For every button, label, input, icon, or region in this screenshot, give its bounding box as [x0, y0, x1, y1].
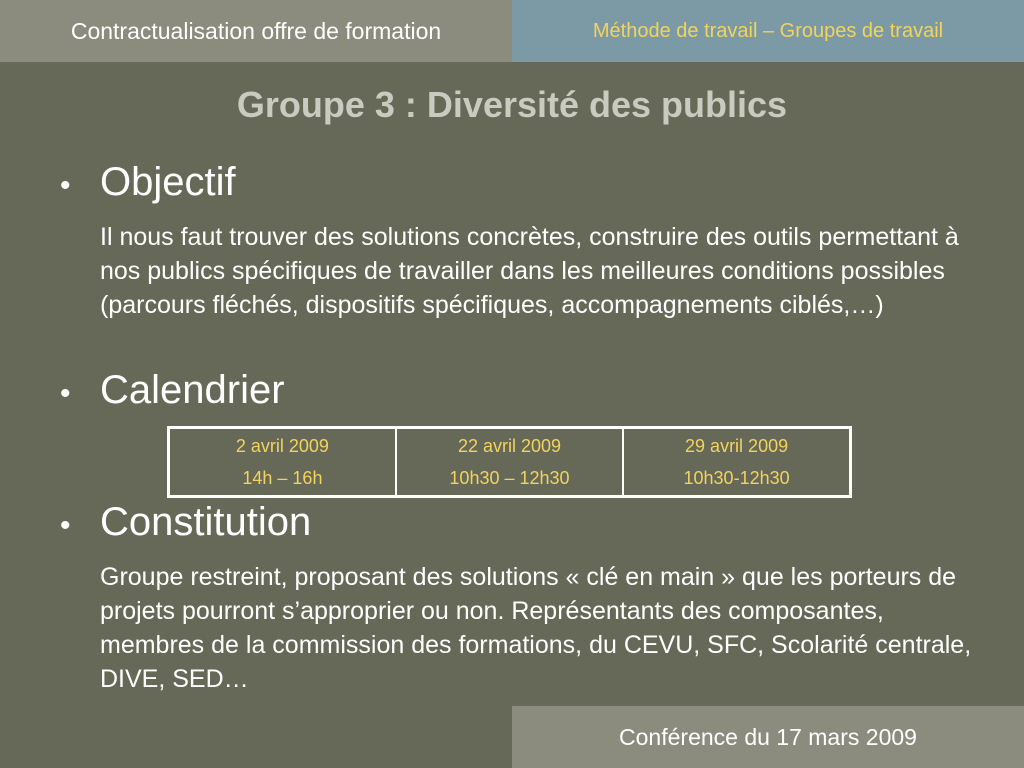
- calendar-cell: [396, 428, 623, 497]
- calendar-date: 29 avril 2009: [685, 436, 789, 456]
- objectif-text: Il nous faut trouver des solutions concrètes, construire des outils permettant à nos publics spécifiques de travailler dans les meilleures conditions possibles (parcours fléchés, dispositifs spécifiques, accompagnements ciblés,…): [100, 223, 959, 319]
- calendar-date: 22 avril 2009: [457, 436, 562, 456]
- presentation-title: Contractualisation offre de formation: [70, 17, 442, 44]
- calendar-table: [167, 426, 852, 498]
- section-title: Méthode de travail – Groupes de travail: [592, 19, 944, 42]
- footer-text: Conférence du 17 mars 2009: [619, 723, 917, 750]
- calendar-date: 2 avril 2009: [235, 436, 329, 456]
- bullet-icon: •: [60, 509, 71, 542]
- table-row: [169, 428, 851, 497]
- bullet-objectif: [60, 160, 236, 205]
- slide-title: Groupe 3 : Diversité des publics: [236, 84, 788, 125]
- footer-banner: [512, 706, 1024, 768]
- calendar-time: 10h30-12h30: [683, 468, 790, 488]
- header-right-banner: [512, 0, 1024, 62]
- constitution-text: Groupe restreint, proposant des solutions « clé en main » que les porteurs de projets pourront s’approprier ou non. Représentants des composantes, membres de la commission des formations, du CEVU, SFC, Scolarité centrale, DIVE, SED…: [100, 563, 972, 693]
- bullet-heading: Calendrier: [100, 368, 285, 412]
- calendar-time: 10h30 – 12h30: [449, 468, 570, 488]
- bullet-icon: •: [60, 169, 71, 202]
- calendar-cell: [169, 428, 396, 497]
- bullet-heading: Objectif: [100, 160, 236, 204]
- bullet-constitution: [60, 500, 311, 545]
- bullet-heading: Constitution: [100, 500, 312, 544]
- bullet-icon: •: [60, 377, 71, 410]
- bullet-calendrier: [60, 368, 285, 413]
- calendar-cell: [623, 428, 850, 497]
- header-left-banner: [0, 0, 512, 62]
- calendar-time: 14h – 16h: [242, 468, 323, 488]
